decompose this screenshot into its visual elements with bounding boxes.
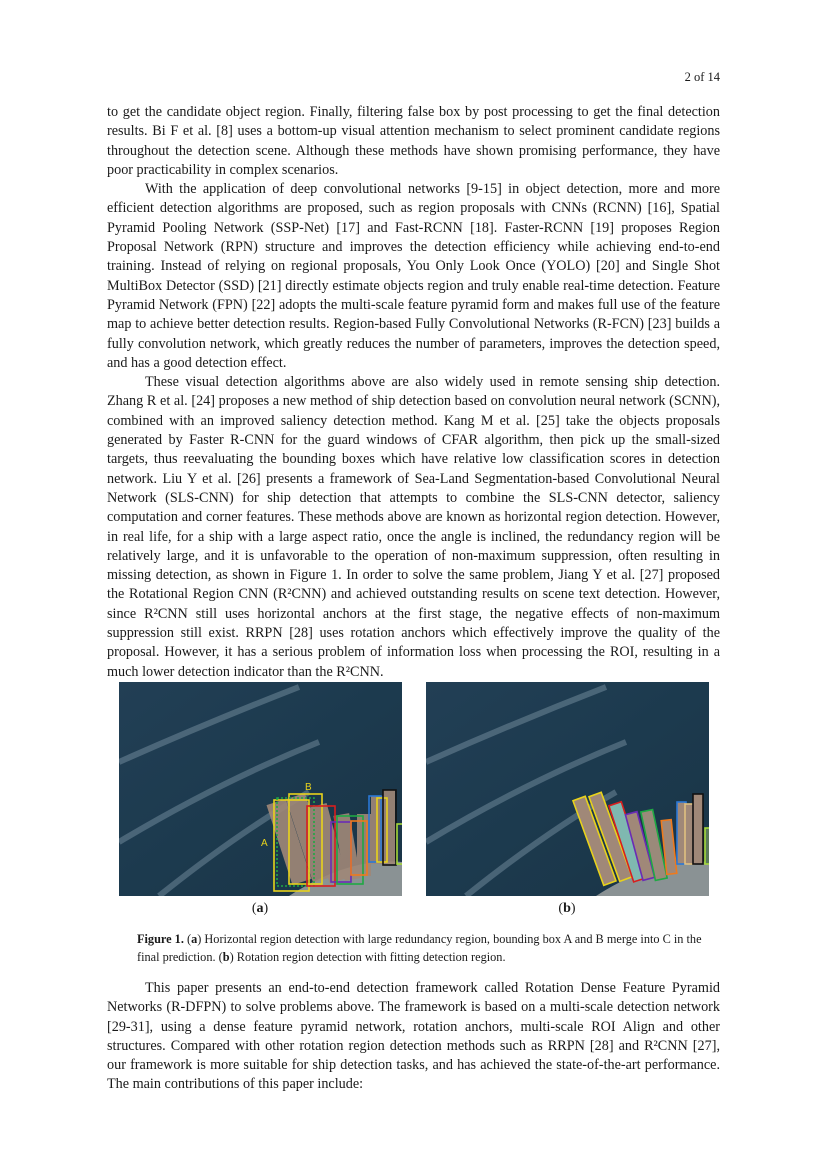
caption-part-a: Horizontal region detection with large redundancy region, bounding box A and B merge into C in the final prediction. (137, 932, 702, 964)
figure-1b-image (426, 682, 709, 896)
caption-part-b: Rotation region detection with fitting detection region. (233, 950, 506, 964)
paragraph-ship-detection: These visual detection algorithms above are also widely used in remote sensing ship detection. Zhang R et al. [24] proposes a new method of ship detection based on convolution neural network (SCNN), combined with an improved saliency detection method. Kang M et al. [25] take the objects proposals generated by Faster R-CNN for the guard windows of CFAR algorithm, then pick up the small-sized targets, thus reevaluating the bounding boxes which have relative low classification scores in detection network. Liu Y et al. [26] presents a framework of Sea-Land Segmentation-based Convolutional Neural Network (SLS-CNN) for ship detection that attempts to combine the SLS-CNN detector, saliency computation and corner features. These methods above are known as horizontal region detection. However, in real life, for a ship with a large aspect ratio, once the angle is inclined, the redundancy region will be relatively large, and it is unfavorable to the operation of non-maximum suppression, often resulting in missing detection, as shown in Figure 1. In order to solve the same problem, Jiang Y et al. [27] proposed the Rotational Region CNN (R²CNN) and achieved outstanding results on scene text detection. However, since R²CNN still uses horizontal anchors at the first stage, the negative effects of non-maximum suppression still exist. RRPN [28] uses rotation anchors which effectively improve the quality of the proposal. However, it has a serious problem of information loss when processing the ROI, resulting in a much lower detection indicator than the R²CNN. (107, 374, 720, 680)
body-text-bottom (107, 979, 720, 1095)
body-text-top (107, 103, 720, 682)
subfigure-label-a: (a) (251, 901, 269, 916)
figure-1a-image (119, 682, 402, 896)
paragraph-continuation: to get the candidate object region. Finally, filtering false box by post processing to get the final detection results. Bi F et al. [8] uses a bottom-up visual attention mechanism to select prominent candidate regions throughout the detection scene. Although these methods have shown promising performance, they have poor practicability in complex scenarios. (107, 104, 720, 178)
page-number: 2 of 14 (684, 70, 720, 84)
paragraph-contributions-intro: This paper presents an end-to-end detection framework called Rotation Dense Feature Pyramid Networks (R-DFPN) to solve problems above. The framework is based on a multi-scale detection network [29-31], using a dense feature pyramid network, rotation anchors, multi-scale ROI Align and other structures. Compared with other rotation region detection methods such as RRPN [28] and R²CNN [27], our framework is more suitable for ship detection tasks, and has achieved the state-of-the-art performance. The main contributions of this paper include: (107, 980, 720, 1093)
satellite-image-horizontal-detection (119, 682, 402, 896)
caption-figure-label: Figure 1. (137, 932, 184, 946)
figure-caption: Figure 1. (a) Horizontal region detection with large redundancy region, bounding box A and B merge into C in the final prediction. (b) Rotation region detection with fitting detection region. (137, 932, 702, 964)
box-label-b: B (305, 782, 312, 793)
box-label-a: A (261, 838, 268, 849)
subfigure-label-b: (b) (558, 901, 576, 916)
satellite-image-rotation-detection (426, 682, 709, 896)
paragraph-deep-conv-networks: With the application of deep convolutional networks [9-15] in object detection, more and more efficient detection algorithms are proposed, such as region proposals with CNNs (RCNN) [16], Spatial Pyramid Pooling Network (SSP-Net) [17] and Fast-RCNN [18]. Faster-RCNN [19] proposes Region Proposal Network (RPN) structure and improves the detection efficiency while achieving end-to-end training. Instead of relying on regional proposals, You Only Look Once (YOLO) [20] and Single Shot MultiBox Detector (SSD) [21] directly estimate objects region and truly enable real-time detection. Feature Pyramid Network (FPN) [22] adopts the multi-scale feature pyramid form and makes full use of the feature map to achieve better detection results. Region-based Fully Convolutional Networks (R-FCN) [23] builds a fully convolution network, which greatly reduces the number of parameters, improves the detection speed, and has a good detection effect. (107, 181, 720, 371)
